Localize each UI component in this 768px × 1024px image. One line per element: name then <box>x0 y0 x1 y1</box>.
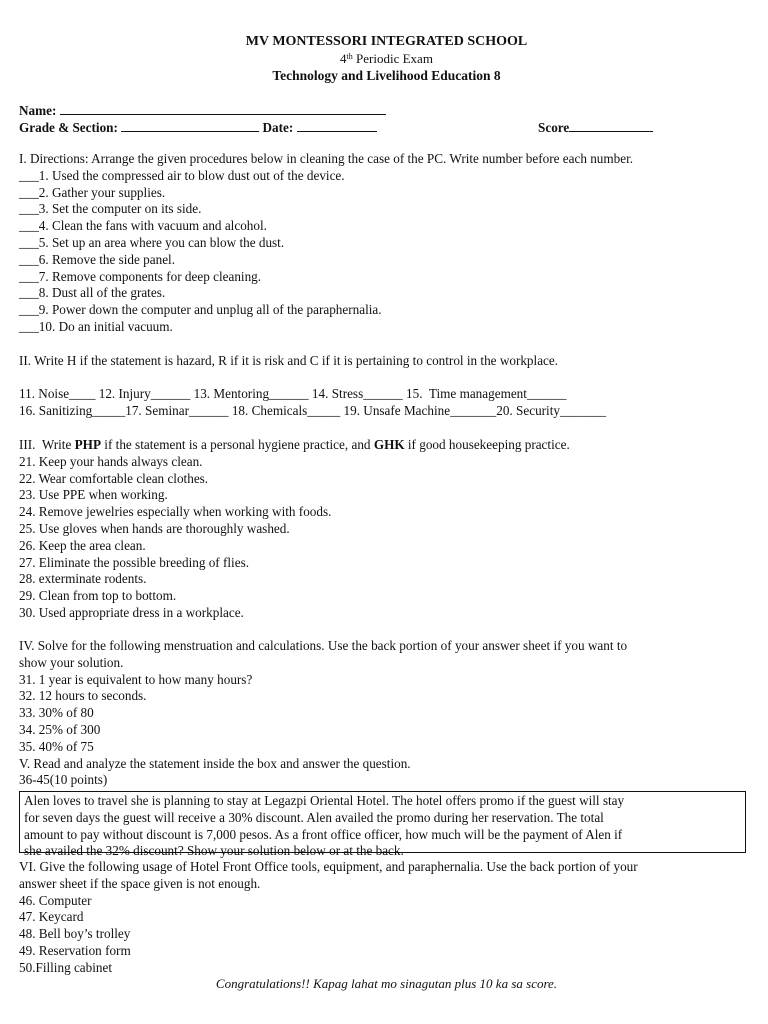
grade-section-blank[interactable] <box>121 119 259 132</box>
name-label: Name: <box>19 103 57 118</box>
part-5-directions: V. Read and analyze the statement inside the box and answer the question. <box>19 755 411 771</box>
congratulations-note: Congratulations!! Kapag lahat mo sinagutan plus 10 ka sa score. <box>215 976 558 991</box>
part-2-line: 11. Noise____ 12. Injury______ 13. Mentoring______ 14. Stress______ 15. Time management______ <box>19 386 567 401</box>
score-label: Score <box>538 120 570 135</box>
exam-number: 4 <box>340 51 347 66</box>
school-name: MV MONTESSORI INTEGRATED SCHOOL <box>245 34 528 49</box>
part-4-item: 34. 25% of 300 <box>19 721 101 737</box>
part-3-item: 26. Keep the area clean. <box>19 537 146 553</box>
part-1-directions: I. Directions: Arrange the given procedures below in cleaning the case of the PC. Write number before each number. <box>19 151 634 166</box>
part-6-item: 49. Reservation form <box>19 942 131 958</box>
part-3-dir-text: III. Write <box>19 437 75 452</box>
problem-box <box>19 791 746 859</box>
score-blank[interactable] <box>569 119 653 132</box>
part-4-item: 32. 12 hours to seconds. <box>19 688 147 704</box>
part-3-dir-text: if the statement is a personal hygiene practice, and <box>101 437 374 452</box>
part-3-directions <box>19 437 754 454</box>
part-1 <box>19 151 754 336</box>
score-row <box>538 119 653 137</box>
problem-line: amount to pay without discount is 7,000 pesos. As a front office officer, how much will be the payment of Alen if <box>24 826 623 842</box>
part-3-item: 30. Used appropriate dress in a workplace. <box>19 604 244 620</box>
exam-title <box>19 51 754 68</box>
part-2-line: 16. Sanitizing_____17. Seminar______ 18. Chemicals_____ 19. Unsafe Machine_______20. Security_______ <box>19 402 607 418</box>
part-2-items <box>19 386 754 420</box>
date-label: Date: <box>262 120 294 135</box>
part-6-directions: answer sheet if the space given is not enough. <box>19 875 261 891</box>
part-3 <box>19 437 754 622</box>
grade-section-label: Grade & Section: <box>19 120 118 135</box>
part-3-item: 29. Clean from top to bottom. <box>19 588 177 604</box>
part-2-directions: II. Write H if the statement is hazard, R if it is risk and C if it is pertaining to control in the workplace. <box>19 353 559 368</box>
part-3-dir-text: if good housekeeping practice. <box>404 437 570 452</box>
part-6-item: 46. Computer <box>19 892 92 908</box>
part-1-item: ___1. Used the compressed air to blow dust out of the device. <box>19 167 345 183</box>
part-4-item: 33. 30% of 80 <box>19 705 94 721</box>
part-1-item: ___5. Set up an area where you can blow the dust. <box>19 234 285 250</box>
part-3-item: 28. exterminate rodents. <box>19 571 147 587</box>
part-1-item: ___8. Dust all of the grates. <box>19 285 166 301</box>
part-1-item: ___10. Do an initial vacuum. <box>19 318 173 334</box>
ghk-term: GHK <box>373 437 405 452</box>
part-3-item: 27. Eliminate the possible breeding of flies. <box>19 554 249 570</box>
subject-title: Technology and Livelihood Education 8 <box>272 68 501 83</box>
part-6-item: 48. Bell boy’s trolley <box>19 926 131 942</box>
part-1-item: ___4. Clean the fans with vacuum and alcohol. <box>19 218 267 234</box>
part-4-item: 31. 1 year is equivalent to how many hours? <box>19 671 253 687</box>
part-4 <box>19 638 754 789</box>
name-blank[interactable] <box>60 102 386 115</box>
part-3-item: 25. Use gloves when hands are thoroughly washed. <box>19 520 290 536</box>
php-term: PHP <box>74 437 101 452</box>
part-3-item: 21. Keep your hands always clean. <box>19 453 203 469</box>
name-row <box>19 102 386 120</box>
problem-line: for seven days the guest will receive a 30% discount. Alen availed the promo during her reservation. The total <box>24 809 604 825</box>
part-4-item: 35. 40% of 75 <box>19 738 94 754</box>
date-blank[interactable] <box>297 119 377 132</box>
part-4-directions: IV. Solve for the following menstruation and calculations. Use the back portion of your answer sheet if you want to <box>19 638 628 653</box>
part-6 <box>19 859 754 977</box>
part-3-item: 23. Use PPE when working. <box>19 487 168 503</box>
part-3-item: 24. Remove jewelries especially when working with foods. <box>19 504 332 520</box>
part-6-directions: VI. Give the following usage of Hotel Front Office tools, equipment, and paraphernalia. Use the back portion of your <box>19 859 638 874</box>
part-1-item: ___9. Power down the computer and unplug all of the paraphernalia. <box>19 302 382 318</box>
part-1-item: ___6. Remove the side panel. <box>19 251 176 267</box>
part-4-directions: show your solution. <box>19 654 124 670</box>
part-1-item: ___3. Set the computer on its side. <box>19 201 202 217</box>
exam-number-suffix: th <box>346 52 353 61</box>
grade-row <box>19 119 377 137</box>
problem-line: Alen loves to travel she is planning to stay at Legazpi Oriental Hotel. The hotel offers promo if the guest will stay <box>24 793 625 808</box>
part-1-item: ___7. Remove components for deep cleaning. <box>19 268 262 284</box>
part-1-item: ___2. Gather your supplies. <box>19 184 166 200</box>
part-2 <box>19 353 754 370</box>
part-3-item: 22. Wear comfortable clean clothes. <box>19 470 209 486</box>
exam-title-rest: Periodic Exam <box>352 51 433 66</box>
problem-line: she availed the 32% discount? Show your solution below or at the back. <box>24 843 404 859</box>
part-5-points: 36-45(10 points) <box>19 772 108 788</box>
part-6-item: 47. Keycard <box>19 909 84 925</box>
part-6-item: 50.Filling cabinet <box>19 959 113 975</box>
